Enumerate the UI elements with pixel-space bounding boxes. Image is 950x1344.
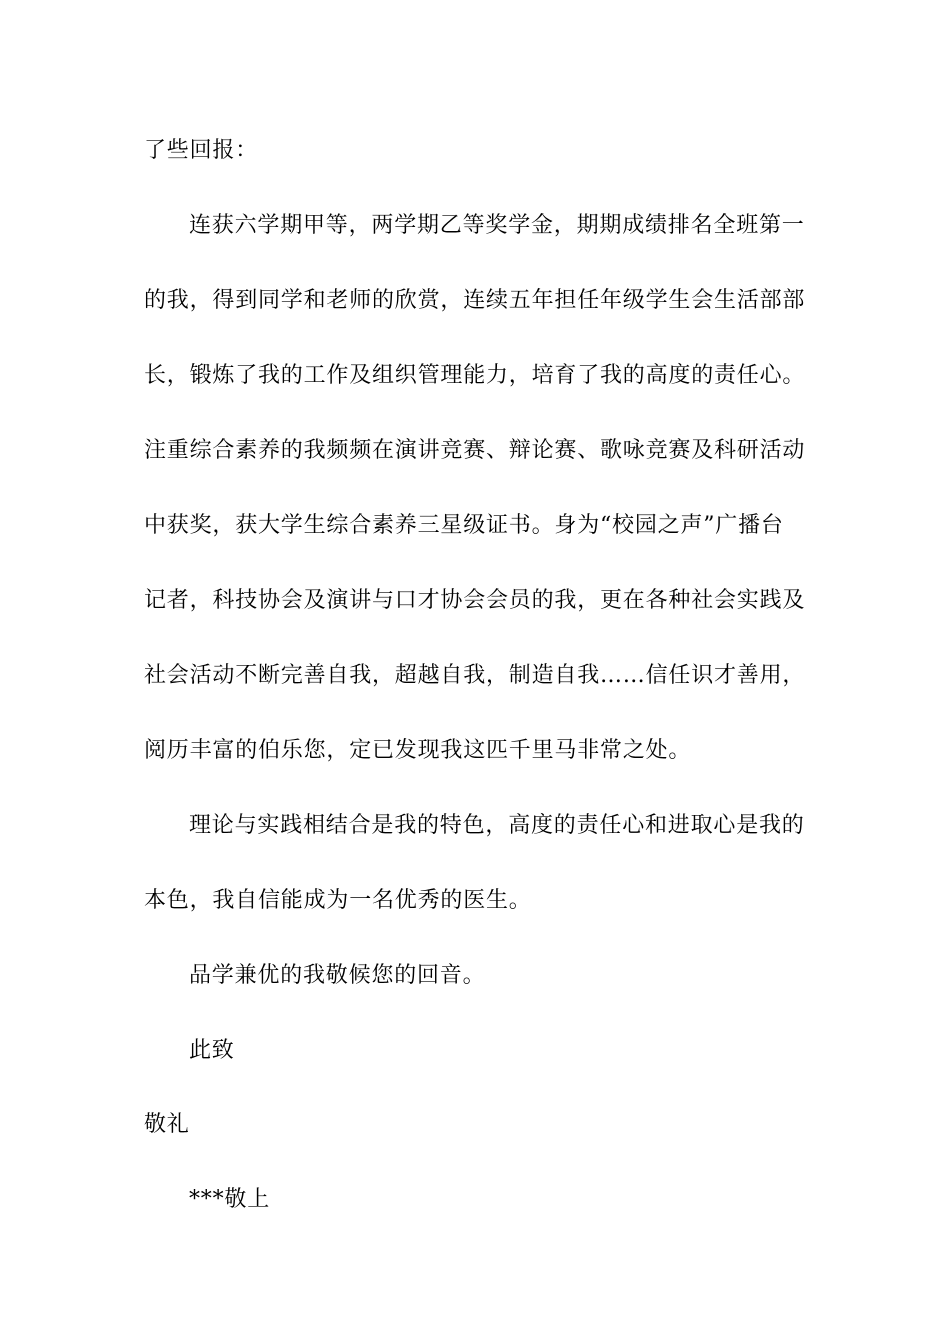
text-line: 本色，我自信能成为一名优秀的医生。 <box>144 888 532 913</box>
paragraph-start: 连获六学期甲等，两学期乙等奖学金，期期成绩排名全班第一 <box>189 213 805 238</box>
text-line: 注重综合素养的我频频在演讲竞赛、辩论赛、歌咏竞赛及科研活动 <box>144 438 806 463</box>
text-line: 记者，科技协会及演讲与口才协会会员的我，更在各种社会实践及 <box>144 588 806 613</box>
paragraph-start: 理论与实践相结合是我的特色，高度的责任心和进取心是我的 <box>189 813 805 838</box>
text-line: 阅历丰富的伯乐您，定已发现我这匹千里马非常之处。 <box>144 738 692 763</box>
text-line: 中获奖，获大学生综合素养三星级证书。身为“校园之声”广播台 <box>144 513 784 538</box>
text-line: 长，锻炼了我的工作及组织管理能力，培育了我的高度的责任心。 <box>144 363 806 388</box>
signature: ***敬上 <box>189 1187 271 1212</box>
salutation-ci-zhi: 此致 <box>189 1038 235 1063</box>
text-line: 的我，得到同学和老师的欣赏，连续五年担任年级学生会生活部部 <box>144 288 806 313</box>
text-line: 了些回报： <box>144 138 259 163</box>
text-line: 社会活动不断完善自我，超越自我，制造自我……信任识才善用， <box>144 663 806 688</box>
salutation-jing-li: 敬礼 <box>144 1112 190 1137</box>
closing-paragraph: 品学兼优的我敬候您的回音。 <box>189 963 486 988</box>
